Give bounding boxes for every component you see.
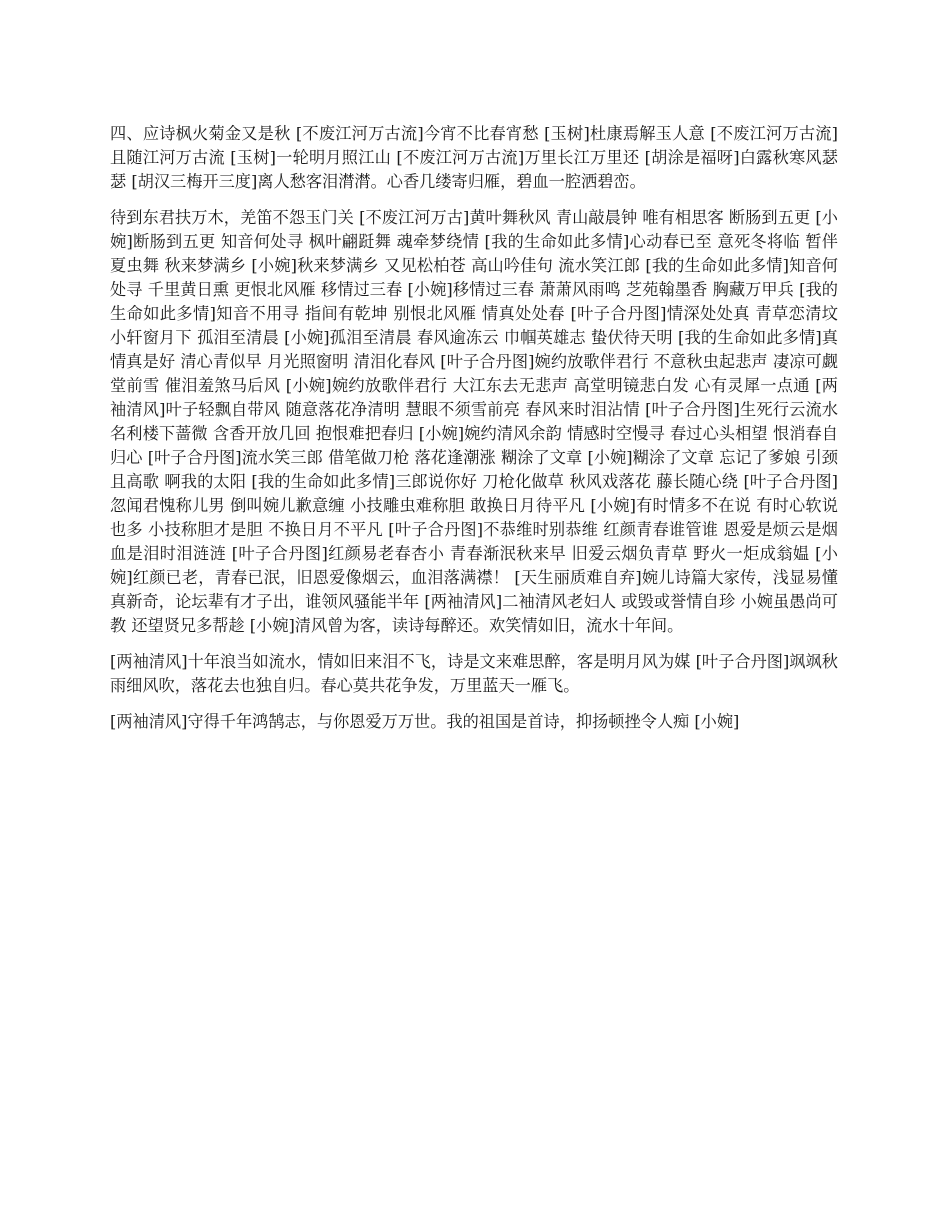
paragraph-1: 四、应诗枫火菊金又是秋 [不废江河万古流]今宵不比春宵愁 [玉树]杜康焉解玉人意 [不废江河万古流]且随江河万古流 [玉树]一轮明月照江山 [不废江河万古流]万里长江万里还 [胡涂是福呀]白露秋寒风瑟瑟 [胡汉三梅开三度]离人愁客泪潸潸。心香几缕寄归雁，碧血一腔洒碧峦。: [110, 124, 838, 191]
document-body: [110, 122, 838, 746]
paragraph-2: 待到东君扶万木，羌笛不怨玉门关 [不废江河万古]黄叶舞秋风 青山敲晨钟 唯有相思客 断肠到五更 [小婉]断肠到五更 知音何处寻 枫叶翩跹舞 魂牵梦绕情 [我的生命如此多情]心动春已至 意死冬将临 暂伴夏虫舞 秋来梦满乡 [小婉]秋来梦满乡 又见松柏苍 高山吟佳句 流水笑江郎 [我的生命如此多情]知音何处寻 千里黄日熏 更恨北风雁 移情过三春 [小婉]移情过三春 萧萧风雨鸣 芝苑翰墨香 胸藏万甲兵 [我的生命如此多情]知音不用寻 指间有乾坤 别恨北风雁 情真处处春 [叶子合丹图]情深处处真 青草恋清坟 小轩窗月下 孤泪至清晨 [小婉]孤泪至清晨 春风逾冻云 巾帼英雄志 蛰伏待天明 [我的生命如此多情]真情真是好 清心青似早 月光照窗明 清泪化春风 [叶子合丹图]婉约放歌伴君行 不意秋虫起悲声 凄凉可觑堂前雪 催泪羞煞马后风 [小婉]婉约放歌伴君行 大江东去无悲声 高堂明镜悲白发 心有灵犀一点通 [两袖清风]叶子轻飘自带风 随意落花净清明 慧眼不须雪前亮 春风来时泪沾情 [叶子合丹图]生死行云流水 名利楼下蔷微 含香开放几回 抱恨难把春归 [小婉]婉约清风余韵 情感时空慢寻 春过心头相望 恨消春自归心 [叶子合丹图]流水笑三郎 借笔做刀枪 落花逢潮涨 糊涂了文章 [小婉]糊涂了文章 忘记了爹娘 引颈且高歌 啊我的太阳 [我的生命如此多情]三郎说你好 刀枪化做草 秋风戏落花 藤长随心绕 [叶子合丹图]忽闻君愧称儿男 倒叫婉儿歉意缠 小技雕虫难称胆 敢换日月待平凡 [小婉]有时情多不在说 有时心软说也多 小技称胆才是胆 不换日月不平凡 [叶子合丹图]不恭维时别恭维 红颜青春谁管谁 恩爱是烦云是烟 血是泪时泪涟涟 [叶子合丹图]红颜易老春杏小 青春渐泯秋来早 旧爱云烟负青草 野火一炬成翁媪 [小婉]红颜已老，青春已泯，旧恩爱像烟云，血泪落满襟！ [天生丽质难自弃]婉儿诗篇大家传，浅显易懂真新奇，论坛辈有才子出，谁领风骚能半年 [两袖清风]二袖清风老妇人 或毁或誉情自珍 小婉虽愚尚可教 还望贤兄多帮趁 [小婉]清风曾为客，读诗每醉还。欢笑情如旧，流水十年间。: [110, 208, 838, 635]
paragraph-4: [两袖清风]守得千年鸿鹄志，与你恩爱万万世。我的祖国是首诗，抑扬顿挫令人痴 [小婉]: [110, 712, 740, 731]
paragraph-3: [两袖清风]十年浪当如流水，情如旧来泪不飞，诗是文来难思醉，客是明月风为媒 [叶子合丹图]飒飒秋雨细风吹，落花去也独自归。春心莫共花争发，万里蓝天一雁飞。: [110, 652, 838, 695]
